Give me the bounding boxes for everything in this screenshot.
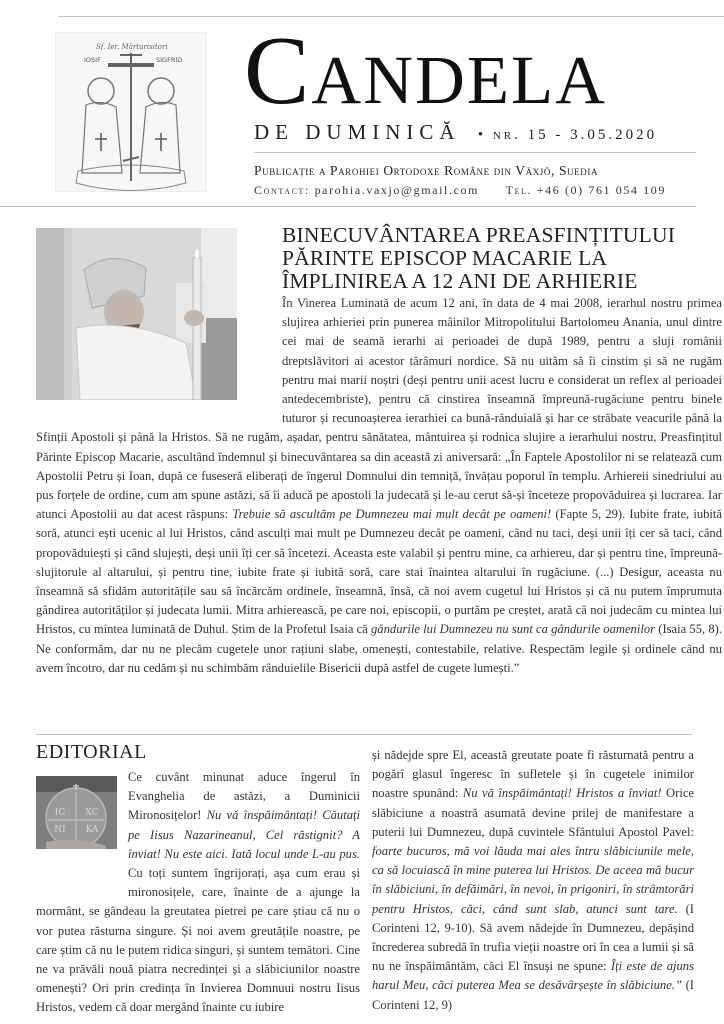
contact-email-link[interactable]: parohia.vaxjo@gmail.com <box>314 183 480 197</box>
svg-text:SIGFRID: SIGFRID <box>156 56 183 64</box>
editorial-heading: EDITORIAL <box>36 741 147 763</box>
editorial-photo <box>36 776 117 849</box>
svg-text:Sf. Ier. Mărturisitori: Sf. Ier. Mărturisitori <box>96 43 168 51</box>
subtitle-rule <box>254 152 696 153</box>
issue-info <box>478 127 657 143</box>
editorial-paragraph-2 <box>372 746 694 1015</box>
article-text-2: (Fapte 5, 29). Iubite frate, iubită soră, atunci ești ucenic al lui Hristos, când asculți mai mult pe Dumnezeu decât pe oameni, când nu taci, deși unii îți cer să taci, când propovăduiești și când slujești, deși unii îți cer să încetezi. Aceasta este valabil și pentru mine, ca arhiereu, dar și pentru tine, împreună-slujitorule al altarului, și pentru tine, iubite frate și iubită soră, care stai înaintea altarului în rugăciune. (...) Desigur, aceasta nu înseamnă să sfidăm autoritățile sau să încărcăm ordinele, înseamnă, însă, că noi avem cugetul lui Hristos și că nu putem împrumuta gândirea autorităților și judecata lumii. Mitra arhierească, pe care noi, episcopii, o purtăm pe creștet, arată că noi judecăm cu mintea lui Hristos, cu mintea luminată de Duhul. Știm de la Profetul Isaia că <box>36 507 723 637</box>
editorial-text-4: Orice slăbiciune a noastră asumată devine prilej de manifestare a puterii lui Dumnezeu, după cuvintele Sfântului Apostol Pavel: <box>372 786 694 839</box>
photo-float-spacer <box>36 294 282 428</box>
article-headline: BINECUVÂNTAREA PREASFINȚITULUI PĂRINTE EPISCOP MACARIE LA ÎMPLINIREA A 12 ANI DE ARHIERIE <box>282 223 676 293</box>
svg-text:IC: IC <box>54 808 66 818</box>
tel-number[interactable]: +46 (0) 761 054 109 <box>536 183 666 197</box>
saints-cross-drawing-icon <box>56 33 206 191</box>
contact-label: Contact: <box>254 183 310 197</box>
newsletter-title: Candela <box>244 17 607 125</box>
article-text-1: În Vinerea Luminată de acum 12 ani, în data de 4 mai 2008, ierarhul nostru primea slujirea arhieriei prin punerea mâinilor Mitropolitului Bartolomeu Anania, unul dintre cei mai de seamă ierarhi ai perioadei de după 1989, pentru a sluji românii dreptslăvitori ai acestor tărâmuri nordice. Să nu uităm să îi cinstim și să ne rugăm pentru mai marii noștri (deși pentru unii acest lucru e considerat un reflex al perioadei antedecembriste), pentru că cinstirea înseamnă împreună-rugăciune pentru binele tuturor și recunoașterea ierarhiei ca bună-rânduială și har ce străbate veacurile până la Sfinții Apostoli și până la Hristos. Să ne rugăm, așadar, pentru sănătatea, mântuirea și rodnica slujire a ierarhului nostru, Preasfințitul Părinte Episcop Macarie, ascultând îndemnul și binecuvântarea sa din această zi aniversară: „În Faptele Apostolilor ni se relatează cum Apostolii Petru și Ioan, după ce fuseseră eliberați de îngerul Domnului din temniță, învățau poporul în templu. Arhiereii sinedriului au pus forțele de ordine, cum am spune astăzi, să îi aducă pe apostoli la judecată și le-au cerut să-și înceteze propovăduirea și lucrarea. Iar atunci Apostolii au dat acest răspuns: <box>36 296 722 522</box>
editorial-text-2: Cu toți suntem îngrijorați, așa cum erau și mironosițele, care, înainte de a ajunge la mormânt, se gândeau la greutatea pietrei pe care știau că nu o vor putea răsturna singure. Și noi avem greutățile noastre, pe care știm că nu le putem ridica singuri, și suntem temători. Cine ne va prăvăli nouă piatra necredinței și a slăbiciunilor noastre omenești? Ori prin credința în Invierea Domnuui nostru Iisus Hristos, vedem că doar mergând înainte cu iubire <box>36 866 360 1015</box>
article-quote-2: gândurile lui Dumnezeu nu sunt ca gândurile oamenilor <box>371 622 656 637</box>
editorial-text-1: Ce cuvânt minunat aduce îngerul în Evanghelia de astăzi, a Duminicii Mironosițelor! <box>128 770 360 823</box>
masthead-icon-image <box>55 32 207 192</box>
article-bottom-rule <box>36 734 692 735</box>
editorial-text-3: și nădejde spre El, această greutate poate fi răsturnată pentru a pogărî glasul îngeresc în sufletele și în cugetele inimilor noastre spunând: <box>372 748 694 801</box>
tel-label: Tel. <box>505 183 533 197</box>
newsletter-subtitle <box>254 120 657 145</box>
bullet-separator: • <box>477 127 487 143</box>
editorial-quote-3: foarte bucuros, mă voi lăuda mai ales întru slăbiciunile mele, ca să locuiască în mine puterea lui Hristos. De aceea mă bucur în slăbiciuni, în defăimări, în nevoi, în prigoniri, în strâmtorări pentru Hristos, căci, când sunt slab, atunci sunt tare. <box>372 844 694 916</box>
issue-number-date: nr. 15 - 3.05.2020 <box>492 127 658 143</box>
tel-info <box>506 183 666 197</box>
editorial-quote-4: Îți este de ajuns harul Meu, căci puterea Mea se desăvârșește în slăbiciune.” <box>372 959 694 993</box>
subtitle-text: DE DUMINICĂ <box>254 120 461 144</box>
svg-text:NI: NI <box>54 825 66 835</box>
editorial-text-5: (I Corinteni 12, 9-10). Să avem nădejde în Dumnezeu, depășind încrederea subredă în trufia vieții noastre ori în cea a lumii și să nu ne înspăimântăm, căci El însuși ne spune: <box>372 901 694 974</box>
editorial-quote-1: Nu vă înspăimântați! Căutați pe Iisus Nazarineanul, Cel răstignit? A înviat! Nu este aici. Iată locul unde L-au pus. <box>128 808 360 861</box>
prosphora-seal-icon <box>36 776 117 849</box>
editorial-text-6: (I Corinteni 12, 9) <box>372 978 694 1012</box>
svg-text:KA: KA <box>85 825 99 835</box>
svg-text:IOSIF: IOSIF <box>84 56 101 64</box>
masthead-bottom-rule <box>0 206 696 207</box>
article-text-3: (Isaia 55, 8). Ne conformăm, dar nu ne plecăm cugetele unor rațiuni slabe, omenești, contestabile, relative. Respectăm legile și ordinele când nu avem încotro, dar nu cedăm și nu schimbăm rânduielile Bisericii după astfel de cugete lumești.” <box>36 622 723 675</box>
publisher-line: Publicație a Parohiei Ortodoxe Române din Växjö, Suedia <box>254 163 599 178</box>
editorial-column-2 <box>372 746 694 1015</box>
editorial-quote-2: Nu vă înspăimântați! Hristos a înviat! <box>462 786 662 801</box>
contact-line <box>254 183 666 198</box>
article-body <box>36 294 722 678</box>
article-quote-1: Trebuie să ascultăm pe Dumnezeu mai mult decât pe oameni! <box>232 507 552 522</box>
svg-text:XC: XC <box>85 808 99 818</box>
